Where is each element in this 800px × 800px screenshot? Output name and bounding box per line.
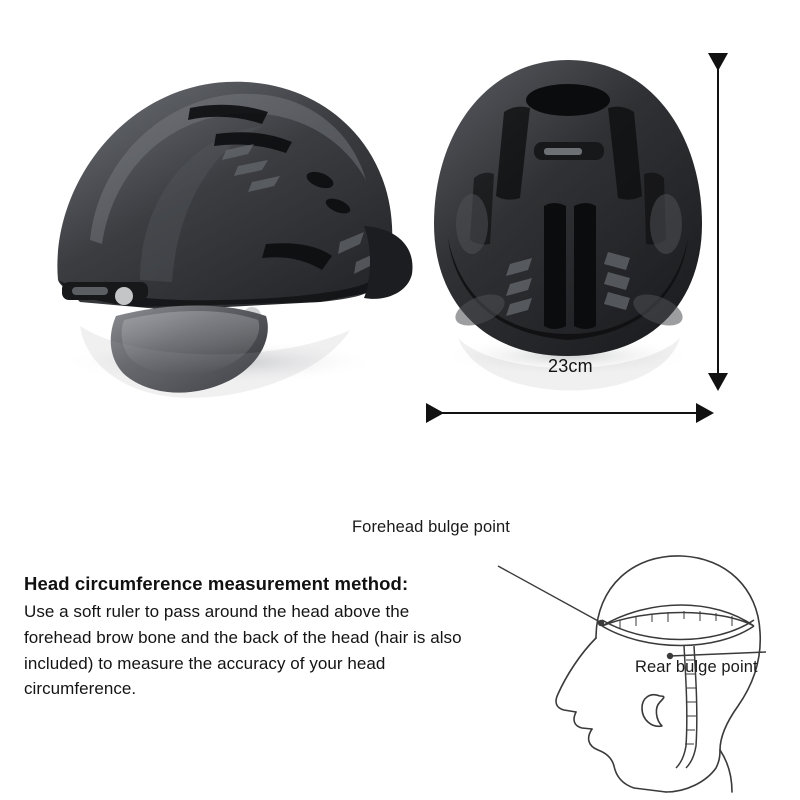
callout-rear-label: Rear bulge point	[635, 658, 758, 676]
head-measurement-diagram	[470, 510, 800, 800]
width-dimension-label: 23cm	[548, 356, 593, 376]
nose-line	[574, 712, 592, 729]
measurement-text-block	[24, 572, 464, 702]
chin-jaw-line	[589, 729, 666, 792]
callout-leader-lines	[498, 566, 766, 656]
helmet-magnet-dock	[115, 287, 133, 305]
dimension-arrows	[420, 45, 750, 455]
neck-line	[720, 750, 732, 792]
measurement-title: Head circumference measurement method:	[24, 573, 409, 594]
forehead-to-nose-line	[556, 638, 596, 712]
ear-shape	[642, 695, 664, 727]
helmet-side-view	[20, 30, 440, 470]
tape-measure-band	[602, 605, 754, 768]
helmet-rear-tail	[364, 226, 413, 299]
callout-forehead-label: Forehead bulge point	[352, 518, 510, 536]
helmet-led-strip	[72, 287, 108, 295]
measurement-body: Use a soft ruler to pass around the head above the forehead brow bone and the back of the head (hair is also included) to measure the accuracy of your head circumference.	[24, 601, 462, 699]
tape-measure-ticks	[620, 611, 732, 744]
